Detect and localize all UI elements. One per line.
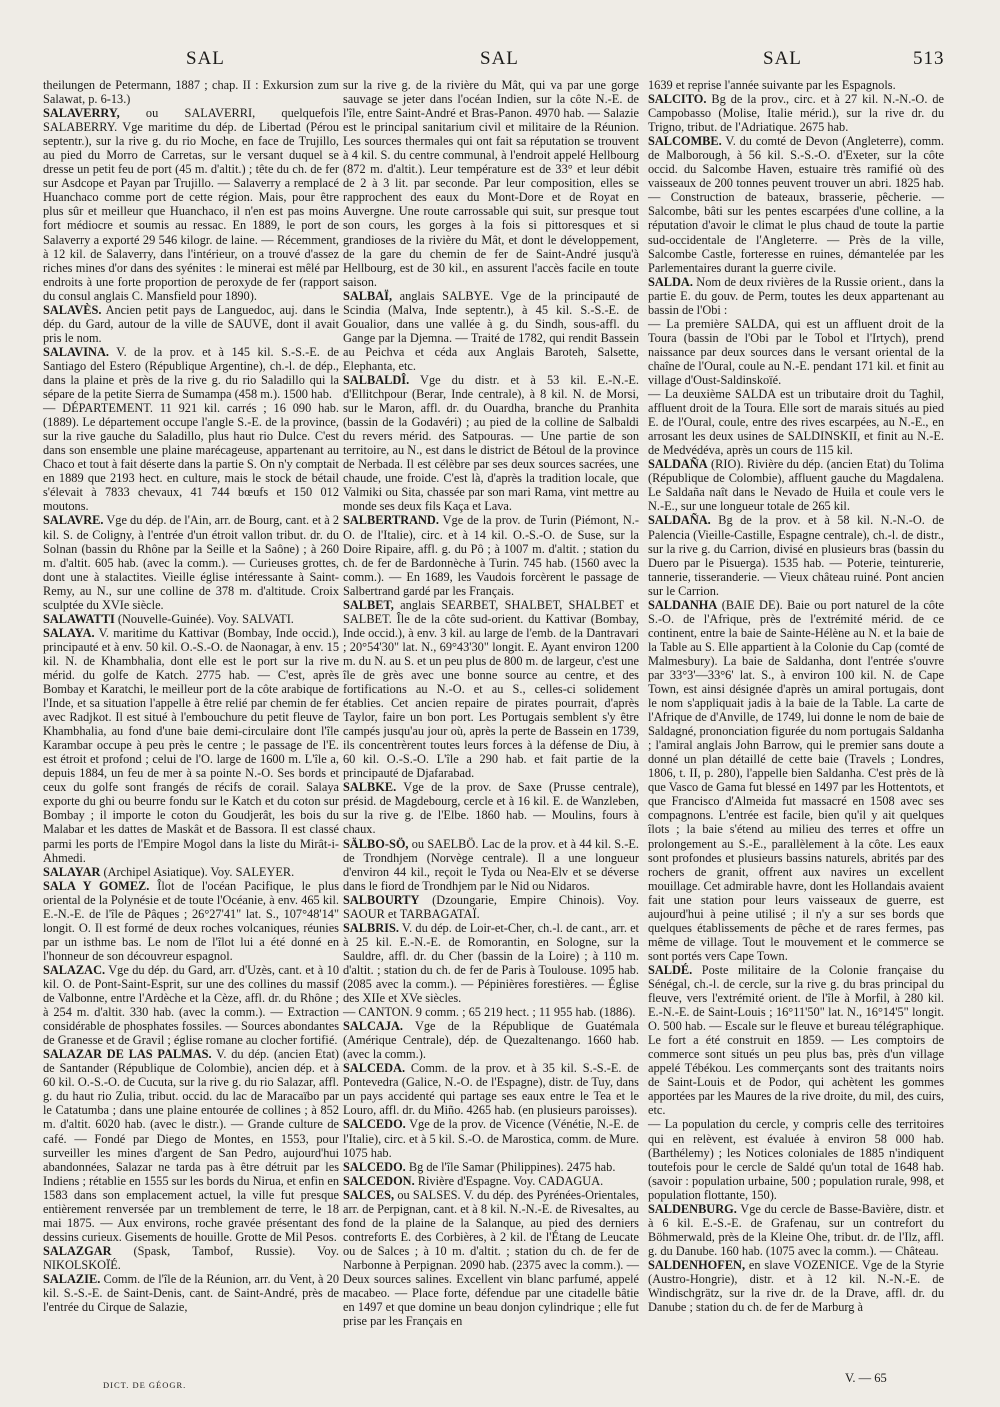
- entry-headword: SALA Y GOMEZ.: [43, 878, 150, 893]
- column-2: [343, 78, 639, 1328]
- entry: [343, 1019, 639, 1061]
- entry-headword: SALCOMBE.: [648, 134, 722, 149]
- entry: [343, 1117, 639, 1159]
- entry-text: — La population du cercle, y compris celle des territoires qui en relèvent, est évaluée à environ 58 000 hab. (Barthélemy) ; les Notices coloniales de 1885 n'indiquent toutefois pour le cercle de Saldé qu'un total de 1648 hab. (savoir : population urbaine, 500 ; population rurale, 998, et population flottante, 150).: [648, 1117, 944, 1202]
- entry-text: (BAIE DE). Baie ou port naturel de la côte S.-O. de l'Afrique, près de l'extrémité mérid. de ce continent, entre la baie de Sainte-Hélène au N. et la baie de la Table au S. Elle appartient à la Colonie du Cap (comté de Malmesbury). La baie de Saldanha, dont l'entrée s'ouvre par 33°3'—33°6' lat. S., à environ 100 kil. N. de Cape Town, est ainsi désignée d'après un amiral portugais, dont le nom s'appliquait jadis à la baie de la Table. La carte de l'Afrique de d'Anville, de 1749, lui donne le nom de baie de Saldagné, prononciation figurée du nom portugais Saldanha ; l'amiral anglais John Barrow, qui le premier sans doute a donné un plan détaillé de cette baie (Travels ; Londres, 1806, t. II, p. 280), l'appelle bien Saldanha. C'est près de là que Vasco de Gama fut blessé en 1497 par les Hottentots, et que Francisco d'Almeida fut massacré en 1508 avec ses compagnons. L'entrée est facile, bien qu'il y ait quelques îlots ; la baie s'étend au milieu des terres et offre un prolongement au S.-E., parallèlement à la côte. Les eaux sont profondes et plusieurs bassins naturels, abrités par des rochers de granit, offrent aux navires un excellent mouillage. Cet admirable havre, dont les Hollandais avaient fait une station pour leurs vaisseaux de guerre, est aujourd'hui à peine utilisé ; il n'y a sur ses bords que quelques établissements de pêche et de rares fermes, pas même de village. Tout le mouvement et le commerce se sont portés vers Cape Town.: [648, 597, 944, 963]
- entry-text: (Nouvelle-Guinée). Voy. SALVATI.: [114, 611, 294, 626]
- entry: [343, 1005, 639, 1019]
- footer-right: V. — 65: [845, 1371, 887, 1385]
- entry: [343, 837, 639, 893]
- entry-text: Bg de la prov. et à 58 kil. N.-N.-O. de Palencia (Vieille-Castille, Espagne centrale), ch.-l. de distr., sur la rive g. du Carrion, divisé en plusieurs bras (bassin du Duero par le Pisuerga). 1535 hab. — Poterie, teinturerie, tannerie, tisseranderie. — Vieux château ruiné. Pont ancien sur le Carrion.: [648, 513, 944, 598]
- entry: [343, 513, 639, 597]
- entry: [343, 893, 639, 921]
- entry: [648, 134, 944, 274]
- entry: [648, 275, 944, 317]
- entry: [343, 780, 639, 836]
- entry: [648, 598, 944, 963]
- entry: [43, 303, 339, 345]
- entry-headword: SALCEDO.: [343, 1117, 406, 1132]
- entry: [648, 513, 944, 597]
- entry-text: Comm. de l'île de la Réunion, arr. du Vent, à 20 kil. S.-S.-E. de Saint-Denis, cant. de Saint-André, près de l'entrée du Cirque de Salazie,: [43, 1271, 339, 1315]
- entry-text: Vge du cercle de Basse-Bavière, distr. et à 6 kil. E.-S.-E. de Grafenau, sur un contrefort du Böhmerwald, près de la Kleine Ohe, tribut. dr. de l'Ilz, affl. g. du Danube. 160 hab. (1075 avec la comm.). — Château.: [648, 1201, 944, 1258]
- entry: [43, 612, 339, 626]
- entry: [343, 921, 639, 1005]
- entry: [43, 1244, 339, 1272]
- entry-headword: SALAZAC.: [43, 962, 106, 977]
- entry-headword: SALBRIS.: [343, 920, 399, 935]
- page-number: 513: [913, 48, 945, 69]
- entry: [43, 963, 339, 1047]
- entry-headword: SALDENHOFEN,: [648, 1257, 746, 1272]
- entry-headword: SALAVÈS.: [43, 302, 102, 317]
- entry-text: — La première SALDA, qui est un affluent droit de la Toura (bassin de l'Obi par le Tobol et l'Irtych), prend naissance par deux sources dans le versant oriental de la chaîne de l'Oural, coule au N.-E. pendant 171 kil. et finit au village d'Oust-Saldinskoïé.: [648, 316, 944, 387]
- entry-headword: SALAVRE.: [43, 513, 104, 528]
- entry-headword: SALDAÑA.: [648, 513, 711, 528]
- entry-headword: SALDENBURG.: [648, 1201, 737, 1216]
- entry-text: Rivière d'Espagne. Voy. CADAGUA.: [414, 1173, 604, 1188]
- entry-headword: SALAZAR DE LAS PALMAS.: [43, 1047, 212, 1062]
- entry-text: anglais SEARBET, SHALBET, SHALBET et SALBET. Île de la côte sud-orient. du Kattivar (Bombay, Inde occid.), à env. 3 kil. au large de l'emb. de la Dantravari ; 20°54'30" lat. N., 69°43'30" longit. E. Ayant environ 1200 m. du N. au S. et un peu plus de 800 m. de largeur, c'est une île de grès avec une bonne source au centre, et des fortifications au N.-O. et au S., celles-ci solidement établies. Cet ancien repaire de pirates pourrait, d'après Taylor, faire un bon port. Les Portugais semblent s'y être campés jusqu'au jour où, après la perte de Bassein en 1739, ils concentrèrent toutes leurs forces à la défense de Diu, à 60 kil. O.-S.-O. L'île a 290 hab. et fait partie de la principauté de Djafarabad.: [343, 597, 639, 781]
- entry-text: Comm. de la prov. et à 35 kil. S.-S.-E. de Pontevedra (Galice, N.-O. de l'Espagne), distr. de Tuy, dans un pays accidenté qui partage ses eaux entre le Tea et le Louro, affl. dr. du Miño. 4265 hab. (en plusieurs paroisses).: [343, 1061, 639, 1118]
- entry: [43, 626, 339, 865]
- entry-headword: SALBKE.: [343, 780, 397, 795]
- entry: [648, 92, 944, 134]
- entry-text: Vge de la prov. de Turin (Piémont, N.-O. de l'Italie), circ. et à 14 kil. O.-S.-O. de Suse, sur la Doire Ripaire, affl. g. du Pô ; à 1007 m. d'altit. ; station du ch. de fer de Bardonnèche à Turin. 745 hab. (1560 avec la comm.). — En 1689, les Vaudois forcèrent le passage de Salbertrand gardé par les Français.: [343, 513, 639, 598]
- entry-text: (Dzoungarie, Empire Chinois). Voy. SAOUR et TARBAGATAÏ.: [343, 892, 639, 921]
- header-right: SAL: [763, 48, 802, 69]
- entry-text: Vge de la prov. de Vicence (Vénétie, N.-E. de l'Italie), circ. et à 5 kil. S.-O. de Marostica, comm. de Mure. 1075 hab.: [343, 1117, 639, 1160]
- entry: [43, 1047, 339, 1244]
- footer-left: DICT. DE GÉOGR.: [103, 1380, 187, 1390]
- entry-headword: SÄLBO-SÖ,: [343, 836, 409, 851]
- entry-headword: SALAZIE.: [43, 1271, 101, 1286]
- entry-headword: SALCITO.: [648, 92, 707, 107]
- entry-text: Îlot de l'océan Pacifique, le plus oriental de la Polynésie et de toute l'Océanie, à env. 465 kil. E.-N.-E. de l'île de Pâques ; 26°27'41" lat. S., 107°48'14" longit. O. Il est formé de deux roches volcaniques, réunies par un isthme bas. Le nom de l'îlot lui a été donné en l'honneur de son découvreur espagnol.: [43, 878, 339, 963]
- entry: [648, 963, 944, 1118]
- entry: [43, 879, 339, 963]
- entry-text: V. maritime du Kattivar (Bombay, Inde occid.), principauté et à env. 50 kil. O.-S.-O. de Naonagar, à env. 15 kil. N. de Khambhalia, dont elle est le port sur la rive mérid. du golfe de Katch. 2775 hab. — C'est, après Bombay et Karatchi, le meilleur port de la côte arabique de l'Inde, et sa situation l'appelle à être relié par chemin de fer avec Radjkot. Il est situé à l'embouchure du petit fleuve de Khambhalia, au fond d'une baie demi-circulaire dont l'île Karambar occupe à peu près le centre ; le passage de l'E. est étroit et profond ; celui de l'O. large de 1600 m. L'île a, depuis 1884, un feu de mer à sa pointe N.-O. Ses bords et ceux du golfe sont frangés de récifs de corail. Salaya exporte du ghi ou beurre fondu sur le Katch et du coton sur Bombay ; il importe le coton du Goudjerât, les bois du Malabar et les dattes de Maskât et de Bassora. Il est classé parmi les ports de l'Empire Mogol dans la liste du Mirât-i-Ahmedi.: [43, 625, 339, 865]
- entry-text: Poste militaire de la Colonie française du Sénégal, ch.-l. de cercle, sur la rive g. du bras principal du fleuve, vers l'extrémité orient. de l'île à Morfil, à 280 kil. E.-N.-E. de Saint-Louis ; 16°11'50" lat. N., 16°14'5" longit. O. 500 hab. — Escale sur le fleuve et bureau télégraphique. Le fort a été construit en 1859. — Les comptoirs de commerce sont situés un peu plus bas, près d'un village appelé Tébékou. Les commerçants sont des traitants noirs de Saint-Louis et de Podor, qui achètent les gommes apportées par les Maures de la rive droite, du mil, des cuirs, etc.: [648, 962, 944, 1118]
- entry-text: 1639 et reprise l'année suivante par les Espagnols.: [648, 78, 896, 92]
- entry-text: theilungen de Petermann, 1887 ; chap. II : Exkursion zum Salawat, p. 6-13.): [43, 78, 339, 107]
- entry-text: Bg de l'île Samar (Philippines). 2475 hab.: [405, 1159, 616, 1174]
- entry-headword: SALDÉ.: [648, 962, 693, 977]
- entry-text: Ancien petit pays de Languedoc, auj. dans le dép. du Gard, autour de la ville de SAUVE, dont il avait pris le nom.: [43, 302, 339, 345]
- entry-text: Nom de deux rivières de la Russie orient., dans la partie E. du gouv. de Perm, toutes les deux appartenant au bassin de l'Obi :: [648, 274, 944, 317]
- entry: [343, 598, 639, 781]
- entry-text: ou SAELBÖ. Lac de la prov. et à 44 kil. S.-E. de Trondhjem (Norvège centrale). Il a une longueur d'environ 44 kil., reçoit le Tyda ou Nea-Elv et se déverse dans le fiord de Trondhjem par le Nid ou Nidaros.: [343, 836, 639, 893]
- entry-text: sur la rive g. de la rivière du Mât, qui va par une gorge sauvage se jeter dans l'océan Indien, sur la côte N.-E. de l'île, entre Saint-André et Bras-Panon. 4970 hab. — Salazie est le principal sanitarium civil et militaire de la Réunion. Les sources thermales qui ont fait sa réputation se trouvent à 4 kil. S. du centre communal, à l'endroit appelé Hellbourg (872 m. d'altit.). Leur température est de 33° et leur débit de 2 à 3 lit. par seconde. Par leur composition, elles se rapprochent des eaux du Mont-Dore et de Royat en Auvergne. Une route carrossable qui suit, sur presque tout son cours, les gorges à la fois si pittoresques et si grandioses de la rivière du Mât, et dont le développement, de la gare du chemin de fer de Saint-André jusqu'à Hellbourg, est de 30 kil., en assurent l'accès facile en toute saison.: [343, 78, 639, 289]
- entry: [43, 78, 339, 106]
- entry-headword: SALBALDÎ.: [343, 372, 410, 387]
- column-1: [43, 78, 339, 1314]
- entry: [343, 1188, 639, 1328]
- entry: [648, 1202, 944, 1258]
- entry-text: en slave VOZENICE. Vge de la Styrie (Austro-Hongrie), distr. et à 12 kil. N.-N.-E. de Windischgrätz, sur la rive dr. de la Drave, affl. dr. du Danube ; station du ch. de fer de Marburg à: [648, 1257, 944, 1315]
- entry-text: — La deuxième SALDA est un tributaire droit du Taghil, affluent droit de la Toura. Elle sort de marais situés au pied E. de l'Oural, coule, entre des rives escarpées, au N.-E., en arrosant les deux usines de SALDINSKII, et finit au N.-E. de Medvédéva, après un cours de 115 kil.: [648, 387, 944, 458]
- entry-text: anglais SALBYE. Vge de la principauté de Scindia (Malva, Inde septentr.), à 45 kil. S.-S.-E. de Goualior, dans une vallée à g. du Sindh, sous-affl. du Gange par la Djemna. — Traité de 1782, qui rendit Bassein au Peichva et céda aux Anglais Baroteh, Salsette, Elephanta, etc.: [343, 288, 639, 373]
- entry: [648, 317, 944, 387]
- entry-headword: SALCES,: [343, 1187, 395, 1202]
- entry-text: ou SALSES. V. du dép. des Pyrénées-Orientales, arr. de Perpignan, cant. et à 8 kil. N.-N.-E. de Rivesaltes, au fond de la plaine de la Salanque, au pied des derniers contreforts E. des Corbières, à 2 kil. de l'Étang de Leucate ou de Salces ; à 10 m. d'altit. ; station du ch. de fer de Narbonne à Perpignan. 2090 hab. (2375 avec la comm.). — Deux sources salines. Excellent vin blanc parfumé, appelé macabeo. — Place forte, défendue par une citadelle bâtie en 1497 et que domine un beau donjon cylindrique ; elle fut prise par les Français en: [343, 1187, 639, 1329]
- entry: [43, 401, 339, 513]
- entry-headword: SALBAÏ,: [343, 288, 393, 303]
- entry: [343, 373, 639, 513]
- header-center: SAL: [480, 48, 519, 69]
- entry-text: — CANTON. 9 comm. ; 65 219 hect. ; 11 955 hab. (1886).: [343, 1005, 636, 1020]
- entry-headword: SALAVERRY,: [43, 106, 120, 121]
- header-left: SAL: [186, 48, 225, 69]
- entry-text: Bg de la prov., circ. et à 27 kil. N.-N.-O. de Campobasso (Molise, Italie mérid.), sur la rive dr. du Trigno, tribut. de l'Adriatique. 2675 hab.: [648, 92, 944, 135]
- entry: [648, 387, 944, 457]
- entry-headword: SALAVINA.: [43, 344, 109, 359]
- entry: [43, 345, 339, 401]
- entry: [43, 513, 339, 611]
- entry-text: Vge de la prov. de Saxe (Prusse centrale), présid. de Magdebourg, cercle et à 16 kil. E. de Wanzleben, sur la rive g. de l'Elbe. 1860 hab. — Moulins, fours à chaux.: [343, 780, 639, 837]
- entry: [43, 106, 339, 303]
- entry-text: Vge du dép. du Gard, arr. d'Uzès, cant. et à 10 kil. O. de Pont-Saint-Esprit, sur une des collines du massif de Valbonne, entre l'Ardèche et la Cèze, affl. dr. du Rhône ; à 254 m. d'altit. 330 hab. (avec la comm.). — Extraction considérable de phosphates fossiles. — Sources abondantes de Granesse et de Gravil ; église romane au clocher fortifié.: [43, 962, 339, 1048]
- entry-headword: SALBERTRAND.: [343, 513, 439, 528]
- entry-text: (RIO). Rivière du dép. (ancien Etat) du Tolima (République de Colombie), affluent gauche du Magdalena. Le Saldaña naît dans le Nevado de Huila et coule vers le N.-E., sur une longueur totale de 265 kil.: [648, 457, 944, 514]
- entry-headword: SALAYAR: [43, 864, 101, 879]
- entry-headword: SALCEDO.: [343, 1159, 406, 1174]
- entry-headword: SALBET,: [343, 597, 394, 612]
- entry-text: (Spask, Tambof, Russie). Voy. NIKOLSKOÏÉ.: [43, 1243, 339, 1272]
- entry-headword: SALCEDA.: [343, 1061, 406, 1076]
- entry: [648, 1258, 944, 1314]
- entry: [43, 1272, 339, 1314]
- entry: [343, 1160, 639, 1174]
- entry: [343, 1061, 639, 1117]
- column-3: [648, 78, 944, 1314]
- entry: [343, 1174, 639, 1188]
- entry-text: V. du comté de Devon (Angleterre), comm. de Malborough, à 56 kil. S.-S.-O. d'Exeter, sur la côte occid. du Salcombe Haven, estuaire très ramifié où des vaisseaux de 200 tonnes peuvent trouver un abri. 1825 hab. — Construction de bateaux, brasserie, pêcherie. — Salcombe, bâti sur les pentes escarpées d'une colline, a la réputation d'avoir le climat le plus chaud de toute la partie sud-occidentale de l'Angleterre. — Près de la ville, Salcombe Castle, forteresse en ruines, démantelée par les Parlementaires durant la guerre civile.: [648, 134, 944, 275]
- entry-headword: SALDAÑA: [648, 457, 708, 472]
- entry-text: V. du dép. de Loir-et-Cher, ch.-l. de cant., arr. et à 25 kil. E.-N.-E. de Romorantin, en Sologne, sur la Sauldre, affl. dr. du Cher (bassin de la Loire) ; à 110 m. d'altit. ; station du ch. de fer de Paris à Toulouse. 1095 hab. (2085 avec la comm.). — Pépinières forestières. — Église des XIIe et XVe siècles.: [343, 920, 639, 1006]
- entry-headword: SALDANHA: [648, 597, 718, 612]
- entry-headword: SALAYA.: [43, 625, 95, 640]
- entry-text: V. du dép. (ancien Etat) de Santander (République de Colombie), ancien dép. et à 60 kil. O.-S.-O. de Cucuta, sur la rive g. du rio Salazar, affl. g. du haut rio Zulia, tribut. occid. du lac de Maracaïbo par le Catatumba ; dans une plaine entourée de collines ; à 852 m. d'altit. 6020 hab. (avec le distr.). — Grande culture de café. — Fondé par Diego de Montes, en 1553, pour surveiller les mines d'argent de San Pedro, aujourd'hui abandonnées, Salazar ne tarda pas à être détruit par les Indiens ; rétablie en 1555 sur les bords du Nirua, et enfin en 1583 dans son emplacement actuel, la ville fut presque entièrement renversée par un tremblement de terre, le 18 mai 1875. — Aux environs, roche gravée présentant des dessins curieux. Gisements de houille. Grotte de Mil Pesos.: [43, 1047, 339, 1244]
- entry-headword: SALAZGAR: [43, 1243, 112, 1258]
- entry-text: V. de la prov. et à 145 kil. S.-S.-E. de Santiago del Estero (République Argentine), ch.-l. de dép., dans la plaine et près de la rive g. du rio Saladillo qui la sépare de la petite Sierra de Sumampa (458 m.). 1500 hab.: [43, 344, 339, 402]
- entry-text: — DÉPARTEMENT. 11 921 kil. carrés ; 16 090 hab. (1889). Le département occupe l'angle S.-E. de la province, sur la rive gauche du Saladillo, plus haut rio Dulce. C'est dans son ensemble une plaine marécageuse, appartenant au Chaco et tout à fait déserte dans la partie S. On n'y comptait en 1889 que 2193 hect. en culture, mais le stock de bétail s'élevait à 7833 chevaux, 41 744 bœufs et 150 012 moutons.: [43, 401, 339, 514]
- entry-text: Vge du dép. de l'Ain, arr. de Bourg, cant. et à 2 kil. S. de Coligny, à l'entrée d'un étroit vallon tribut. dr. du Solnan (bassin du Rhône par la Seille et la Saône) ; à 260 m. d'altit. 605 hab. (avec la comm.). — Curieuses grottes, dont une à stalactites. Vieille église intéressante à Saint-Remy, au N., sur une colline de 378 m. d'altitude. Croix sculptée du XVIe siècle.: [43, 513, 339, 612]
- entry: [343, 78, 639, 289]
- entry-headword: SALCAJA.: [343, 1019, 404, 1034]
- entry: [43, 865, 339, 879]
- entry-text: Vge du distr. et à 53 kil. E.-N.-E. d'Ellitchpour (Berar, Inde centrale), à 8 kil. N. de Morsi, sur le Maron, affl. dr. du Ouardha, branche du Pranhita (bassin de la Godavéri) ; au pied de la colline de Salbaldi du revers mérid. des Satpouras. — Une partie de son territoire, au N., est dans le district de Bétoul de la province de Nerbada. Il est célèbre par ses deux sources sacrées, une chaude, une froide. C'est là, d'après la tradition locale, que Valmiki ou Sita, chassée par son mari Rama, vint mettre au monde ses deux fils Kaça et Lava.: [343, 372, 639, 514]
- entry: [648, 457, 944, 513]
- entry: [648, 78, 944, 92]
- entry-headword: SALDA.: [648, 274, 693, 289]
- entry-text: (Archipel Asiatique). Voy. SALEYER.: [100, 864, 295, 879]
- entry-headword: SALBOURTY: [343, 892, 420, 907]
- entry: [343, 289, 639, 373]
- entry-headword: SALCEDON.: [343, 1173, 415, 1188]
- entry: [648, 1117, 944, 1201]
- entry-text: Vge de la République de Guatémala (Amérique Centrale), dép. de Quezaltenango. 1660 hab. (avec la comm.).: [343, 1019, 639, 1062]
- entry-text: ou SALAVERRI, quelquefois SALABERRY. Vge maritime du dép. de Libertad (Pérou septentr.), sur la rive g. du rio Moche, en face de Trujillo, au pied du Morro de Carretas, sur le versant duquel se dresse un petit feu de port (45 m. d'altit.) ; tête du ch. de fer sur Asdcope et Payan par Trujillo. — Salaverry a remplacé Huanchaco comme port de cette région. Mais, pour être plus sûr et meilleur que Huanchaco, il n'en est pas moins fort médiocre et soumis au ressac. En 1889, le port de Salaverry a exporté 29 546 kilogr. de laine. — Récemment, à 12 kil. de Salaverry, dans l'intérieur, on a trouvé d'assez riches mines d'or dans des syénites : le minerai est mêlé par endroits à une forte proportion de peroxyde de fer (rapport du consul anglais C. Mansfield pour 1890).: [43, 106, 339, 303]
- entry-headword: SALAWATTI: [43, 611, 115, 626]
